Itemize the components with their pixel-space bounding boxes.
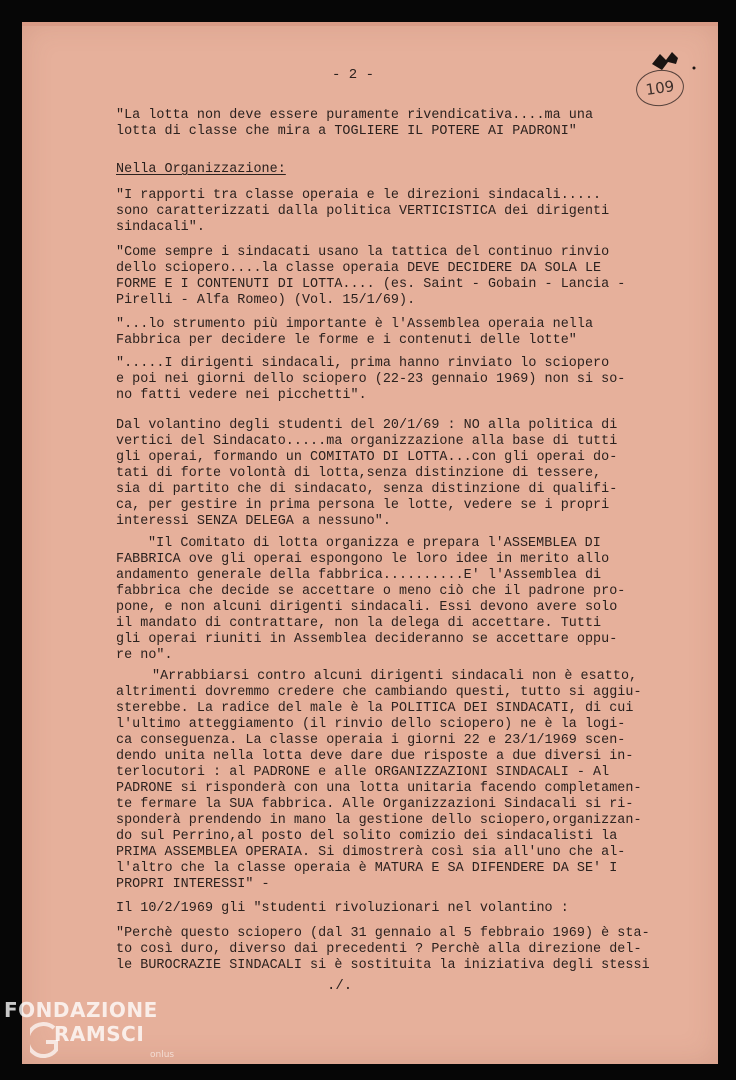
text-line: fabbrica che decide se accettare o meno ciò che il padrone pro- [116,584,626,599]
text-line: do sul Perrino,al posto del solito comizio dei sindacalisti la [116,829,618,844]
text-line: sponderà prendendo in mano la gestione dello sciopero,organizzan- [116,813,642,828]
text-line: ".....I dirigenti sindacali, prima hanno rinviato lo sciopero [116,356,610,371]
text-line: FABBRICA ove gli operai espongono le loro idee in merito allo [116,552,610,567]
text-line: Pirelli - Alfa Romeo) (Vol. 15/1/69). [116,293,416,308]
text-line: andamento generale della fabbrica..........E' l'Assemblea di [116,568,602,583]
text-line: "Come sempre i sindacati usano la tattica del continuo rinvio [116,245,610,260]
text-line: vertici del Sindacato.....ma organizzazione alla base di tutti [116,434,618,449]
text-line: "Il Comitato di lotta organizza e prepara l'ASSEMBLEA DI [148,536,601,551]
text-line: sindacali". [116,220,205,235]
document-page [22,22,718,1064]
continuation-mark: ./. [327,978,353,994]
watermark-line2: RAMSCI [54,1022,145,1046]
text-line: l'ultimo atteggiamento (il rinvio dello sciopero) ne è la logi- [116,717,626,732]
text-line: dendo unita nella lotta deve dare due risposte a due diversi in- [116,749,634,764]
text-line: to così duro, diverso dai precedenti ? Perchè alla direzione del- [116,942,642,957]
text-line: sono caratterizzati dalla politica VERTICISTICA dei dirigenti [116,204,610,219]
watermark-line1: FONDAZIONE [4,998,158,1022]
text-line: te fermare la SUA fabbrica. Alle Organizzazioni Sindacali si ri- [116,797,634,812]
text-line: e poi nei giorni dello sciopero (22-23 gennaio 1969) non si so- [116,372,626,387]
text-line: ca conseguenza. La classe operaia i giorni 22 e 23/1/1969 scen- [116,733,626,748]
text-line: l'altro che la classe operaia è MATURA E SA DIFENDERE DA SE' I [116,861,618,876]
text-line: PROPRI INTERESSI" - [116,877,270,892]
text-line: PADRONE si risponderà con una lotta unitaria facendo completamen- [116,781,642,796]
text-line: dello sciopero....la classe operaia DEVE DECIDERE DA SOLA LE [116,261,602,276]
text-line: altrimenti dovremmo credere che cambiando questi, tutto si aggiu- [116,685,642,700]
text-line: PRIMA ASSEMBLEA OPERAIA. Si dimostrerà così sia all'uno che al- [116,845,626,860]
text-line: "Arrabbiarsi contro alcuni dirigenti sindacali non è esatto, [152,669,638,684]
text-line: "...lo strumento più importante è l'Assemblea operaia nella [116,317,594,332]
text-line: sia di partito che di sindacato, senza distinzione di qualifi- [116,482,618,497]
text-line: "I rapporti tra classe operaia e le direzioni sindacali..... [116,188,602,203]
text-line: il mandato di contrattare, non la delega di accettare. Tutti [116,616,602,631]
page-number: - 2 - [332,67,375,83]
text-line: Il 10/2/1969 gli "studenti rivoluzionari nel volantino : [116,901,569,916]
text-line: le BUROCRAZIE SINDACALI si è sostituita la iniziativa degli stessi [116,958,650,973]
watermark-suffix: onlus [150,1050,175,1060]
text-line: re no". [116,648,173,663]
text-line: "La lotta non deve essere puramente rivendicativa....ma una [116,108,594,123]
text-line: gli operai, formando un COMITATO DI LOTTA...con gli operai do- [116,450,618,465]
text-line: FORME E I CONTENUTI DI LOTTA.... (es. Saint - Gobain - Lancia - [116,277,626,292]
text-line: "Perchè questo sciopero (dal 31 gennaio al 5 febbraio 1969) è sta- [116,926,650,941]
section-heading: Nella Organizzazione: [116,162,286,177]
text-line: tati di forte volontà di lotta,senza distinzione di tessere, [116,466,602,481]
text-line: terlocutori : al PADRONE e alle ORGANIZZAZIONI SINDACALI - Al [116,765,610,780]
text-line: ca, per gestire in prima persona le lotte, vedere se i propri [116,498,610,513]
text-line: no fatti vedere nei picchetti". [116,388,367,403]
text-line: pone, e non alcuni dirigenti sindacali. Essi devono avere solo [116,600,618,615]
text-line: interessi SENZA DELEGA a nessuno". [116,514,391,529]
text-line: gli operai riuniti in Assemblea decideranno se accettare oppu- [116,632,618,647]
text-line: lotta di classe che mira a TOGLIERE IL POTERE AI PADRONI" [116,124,577,139]
text-line: Dal volantino degli studenti del 20/1/69 : NO alla politica di [116,418,618,433]
text-line: sterebbe. La radice del male è la POLITICA DEI SINDACATI, di cui [116,701,634,716]
fondazione-gramsci-watermark [4,998,184,1078]
archive-number-stamp: 109 [634,67,687,109]
text-line: Fabbrica per decidere le forme e i contenuti delle lotte" [116,333,577,348]
